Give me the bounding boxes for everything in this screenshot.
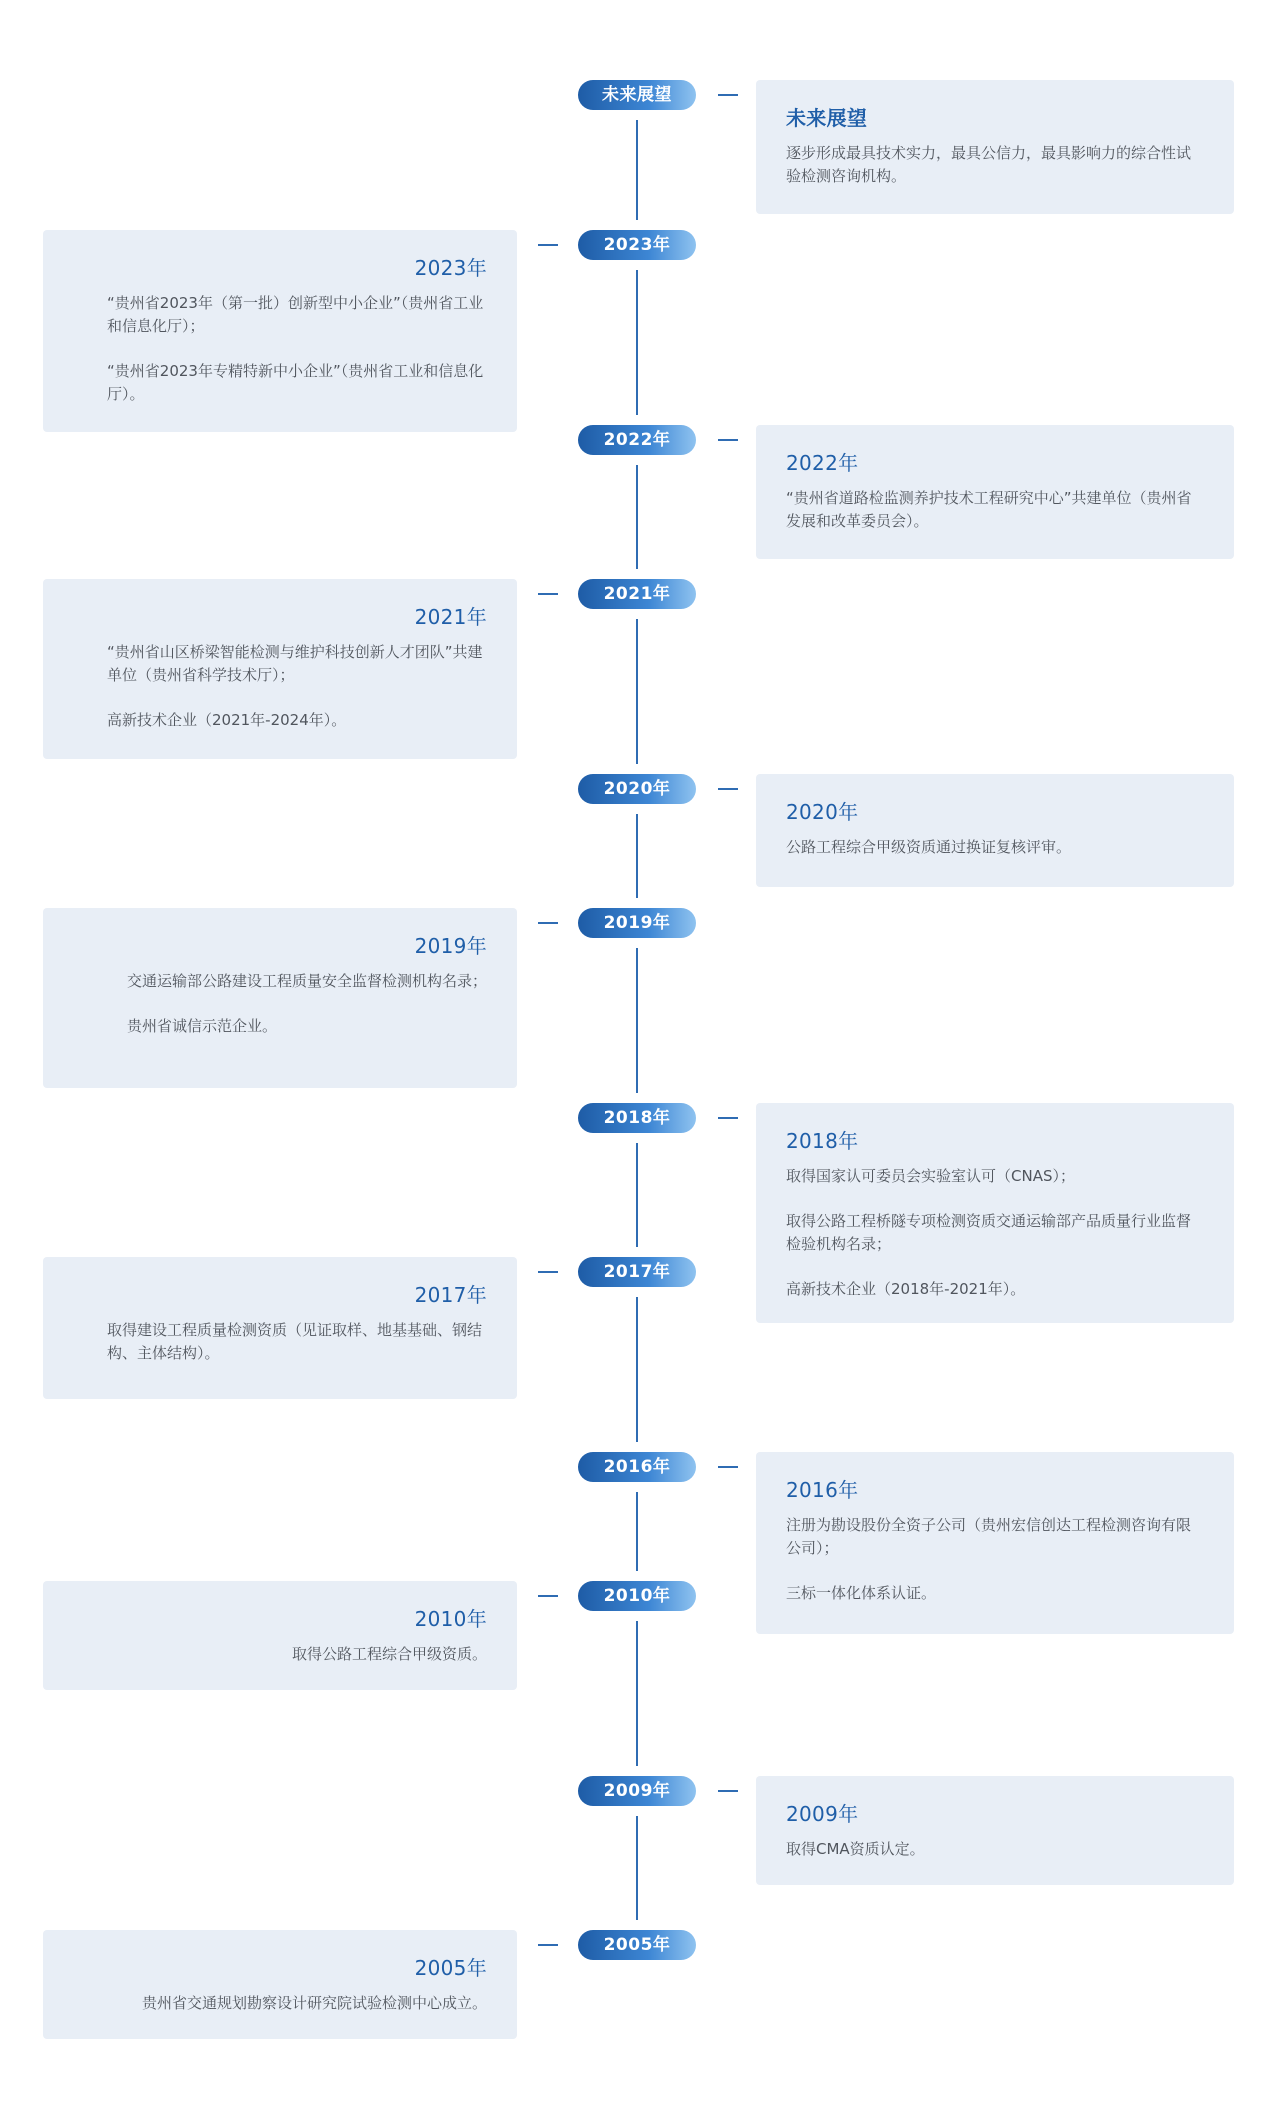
milestone-body bbox=[292, 1643, 487, 1666]
milestone-title: 2005年 bbox=[414, 1956, 487, 1980]
timeline-connector bbox=[538, 1595, 558, 1597]
milestone-body bbox=[786, 142, 1204, 188]
milestone-body bbox=[786, 487, 1204, 533]
milestone-card-5 bbox=[43, 908, 517, 1088]
milestone-text: 取得公路工程综合甲级资质。 bbox=[291, 1645, 487, 1663]
timeline-line bbox=[636, 1492, 638, 1571]
timeline-pill-5[interactable]: 2019年 bbox=[578, 908, 696, 938]
milestone-card-9 bbox=[43, 1581, 517, 1690]
timeline-line bbox=[636, 120, 638, 220]
milestone-body bbox=[107, 292, 487, 406]
timeline-pill-10[interactable]: 2009年 bbox=[578, 1776, 696, 1806]
timeline-connector bbox=[718, 439, 738, 441]
timeline-pill-0[interactable]: 未来展望 bbox=[578, 80, 696, 110]
timeline-pill-11[interactable]: 2005年 bbox=[578, 1930, 696, 1960]
milestone-body bbox=[786, 1514, 1204, 1605]
timeline-connector bbox=[538, 593, 558, 595]
milestone-card-10 bbox=[756, 1776, 1234, 1885]
milestone-card-1 bbox=[43, 230, 517, 432]
milestone-text: “贵州省2023年专精特新中小企业”（贵州省工业和信息化厅）。 bbox=[107, 362, 484, 403]
milestone-text: 交通运输部公路建设工程质量安全监督检测机构名录； bbox=[126, 972, 487, 990]
milestone-body bbox=[107, 1319, 487, 1365]
timeline-connector bbox=[718, 1117, 738, 1119]
milestone-title: 2020年 bbox=[786, 800, 859, 824]
milestone-card-3 bbox=[43, 579, 517, 759]
milestone-title: 未来展望 bbox=[786, 106, 868, 130]
milestone-text: 高新技术企业（2018年-2021年）。 bbox=[786, 1280, 1026, 1298]
milestone-title: 2017年 bbox=[414, 1283, 487, 1307]
timeline-line bbox=[636, 948, 638, 1093]
timeline-line bbox=[636, 619, 638, 764]
milestone-text: “贵州省道路检监测养护技术工程研究中心”共建单位（贵州省发展和改革委员会）。 bbox=[786, 489, 1192, 530]
timeline-pill-3[interactable]: 2021年 bbox=[578, 579, 696, 609]
milestone-text: 注册为勘设股份全资子公司（贵州宏信创达工程检测咨询有限公司）； bbox=[786, 1516, 1192, 1557]
milestone-card-0 bbox=[756, 80, 1234, 214]
timeline-connector bbox=[718, 1790, 738, 1792]
timeline-pill-7[interactable]: 2017年 bbox=[578, 1257, 696, 1287]
timeline-connector bbox=[538, 1271, 558, 1273]
milestone-text: 公路工程综合甲级资质通过换证复核评审。 bbox=[786, 838, 1072, 856]
milestone-text: 取得CMA资质认定。 bbox=[786, 1840, 925, 1858]
milestone-text: 三标一体化体系认证。 bbox=[786, 1584, 937, 1602]
milestone-card-4 bbox=[756, 774, 1234, 887]
milestone-body bbox=[127, 970, 487, 1038]
timeline-connector bbox=[538, 922, 558, 924]
milestone-title: 2019年 bbox=[414, 934, 487, 958]
milestone-body bbox=[786, 1165, 1204, 1301]
timeline-pill-6[interactable]: 2018年 bbox=[578, 1103, 696, 1133]
timeline-line bbox=[636, 1621, 638, 1766]
milestone-title: 2016年 bbox=[786, 1478, 859, 1502]
timeline-connector bbox=[538, 244, 558, 246]
timeline-line bbox=[636, 1816, 638, 1920]
milestone-body bbox=[107, 641, 487, 732]
milestone-title: 2018年 bbox=[786, 1129, 859, 1153]
milestone-text: 取得公路工程桥隧专项检测资质交通运输部产品质量行业监督检验机构名录； bbox=[786, 1212, 1192, 1253]
milestone-text: 贵州省交通规划勘察设计研究院试验检测中心成立。 bbox=[141, 1994, 487, 2012]
milestone-body bbox=[786, 836, 1204, 859]
milestone-title: 2010年 bbox=[414, 1607, 487, 1631]
milestone-title: 2023年 bbox=[414, 256, 487, 280]
milestone-title: 2022年 bbox=[786, 451, 859, 475]
timeline-line bbox=[636, 1297, 638, 1442]
timeline-connector bbox=[718, 1466, 738, 1468]
milestone-text: 取得建设工程质量检测资质（见证取样、地基基础、钢结构、主体结构）。 bbox=[107, 1321, 483, 1362]
timeline-line bbox=[636, 270, 638, 415]
timeline-connector bbox=[718, 94, 738, 96]
timeline-line bbox=[636, 814, 638, 898]
timeline-connector bbox=[538, 1944, 558, 1946]
milestone-title: 2009年 bbox=[786, 1802, 859, 1826]
milestone-text: 高新技术企业（2021年-2024年）。 bbox=[107, 711, 347, 729]
milestone-body bbox=[142, 1992, 487, 2015]
timeline-line bbox=[636, 465, 638, 569]
milestone-text: “贵州省山区桥梁智能检测与维护科技创新人才团队”共建单位（贵州省科学技术厅）； bbox=[107, 643, 483, 684]
timeline-pill-2[interactable]: 2022年 bbox=[578, 425, 696, 455]
timeline-pill-4[interactable]: 2020年 bbox=[578, 774, 696, 804]
timeline-pill-8[interactable]: 2016年 bbox=[578, 1452, 696, 1482]
timeline-connector bbox=[718, 788, 738, 790]
milestone-text: “贵州省2023年（第一批）创新型中小企业”（贵州省工业和信息化厅）； bbox=[107, 294, 484, 335]
milestone-card-2 bbox=[756, 425, 1234, 559]
milestone-card-6 bbox=[756, 1103, 1234, 1323]
milestone-card-8 bbox=[756, 1452, 1234, 1634]
milestone-text: 贵州省诚信示范企业。 bbox=[126, 1017, 277, 1035]
timeline-line bbox=[636, 1143, 638, 1247]
timeline-pill-1[interactable]: 2023年 bbox=[578, 230, 696, 260]
milestone-text: 取得国家认可委员会实验室认可（CNAS）； bbox=[786, 1167, 1075, 1185]
milestone-title: 2021年 bbox=[414, 605, 487, 629]
milestone-body bbox=[786, 1838, 1204, 1861]
timeline-pill-9[interactable]: 2010年 bbox=[578, 1581, 696, 1611]
milestone-card-11 bbox=[43, 1930, 517, 2039]
milestone-text: 逐步形成最具技术实力，最具公信力，最具影响力的综合性试验检测咨询机构。 bbox=[786, 144, 1192, 185]
milestone-card-7 bbox=[43, 1257, 517, 1399]
